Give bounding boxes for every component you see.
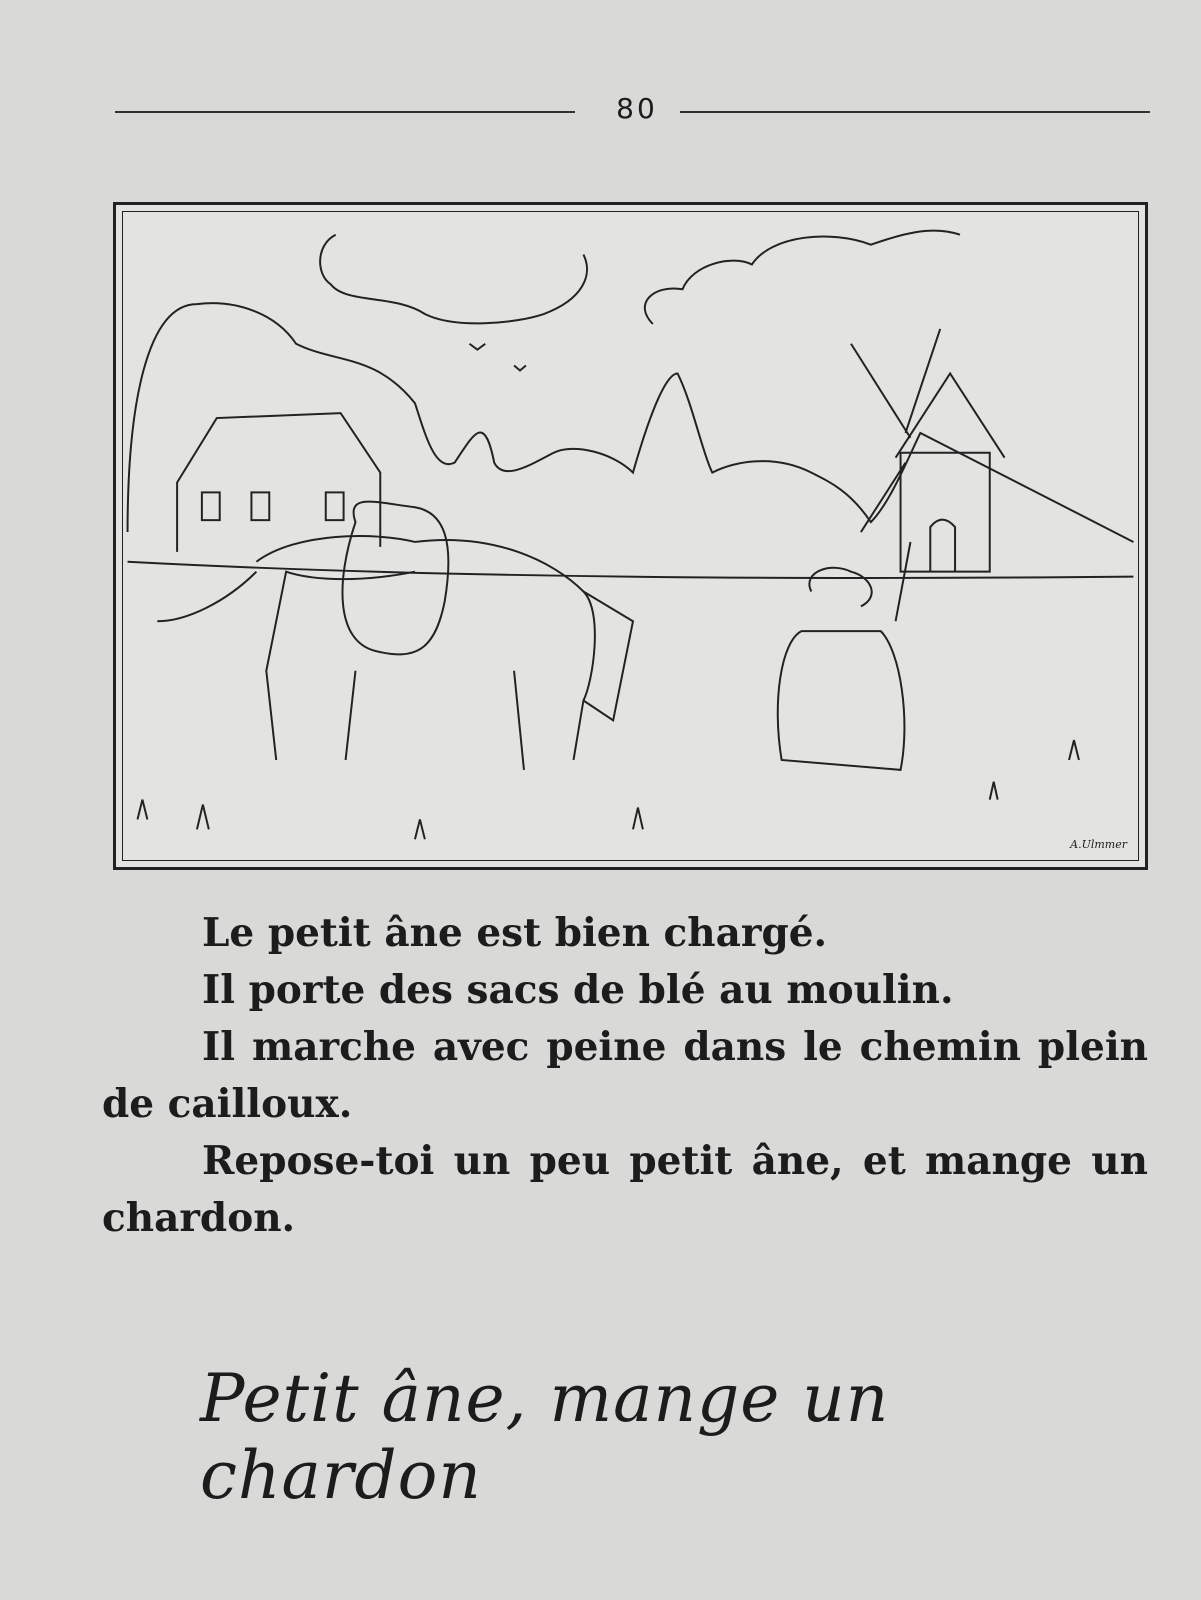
reading-text	[102, 905, 1148, 1247]
header-rule-left	[115, 111, 575, 113]
cloud-right	[645, 231, 960, 324]
windmill-tower	[901, 453, 990, 572]
boy-stick	[896, 542, 911, 621]
donkey-body	[256, 536, 633, 770]
cloud-left	[320, 235, 587, 324]
reading-paragraph-4: Repose-toi un peu petit âne, et mange un chardon.	[102, 1138, 1148, 1241]
illustration-drawing	[116, 205, 1145, 867]
artist-signature: A.Ulmmer	[1070, 838, 1127, 851]
illustration-donkey-mill	[113, 202, 1148, 870]
grass	[137, 740, 1078, 839]
windmill-sail	[851, 344, 910, 438]
windmill-sail	[861, 463, 906, 532]
reading-paragraph-1: Le petit âne est bien chargé.	[202, 910, 828, 956]
boy-figure	[778, 568, 905, 770]
bird	[469, 344, 485, 350]
page-number: 80	[616, 92, 658, 125]
windmill-door	[930, 520, 955, 572]
house-window	[202, 492, 220, 520]
house-window	[251, 492, 269, 520]
house-window	[326, 492, 344, 520]
horizon	[128, 562, 1134, 578]
reading-paragraph-3: Il marche avec peine dans le chemin plein de cailloux.	[102, 1024, 1148, 1127]
reading-paragraph-2: Il porte des sacs de blé au moulin.	[202, 967, 954, 1013]
header-rule-right	[680, 111, 1150, 113]
cursive-writing-line: Petit âne, mange un chardon	[200, 1360, 890, 1514]
page-header	[115, 92, 1150, 132]
house	[177, 413, 380, 552]
bird	[514, 366, 526, 371]
donkey-tail	[157, 572, 256, 622]
